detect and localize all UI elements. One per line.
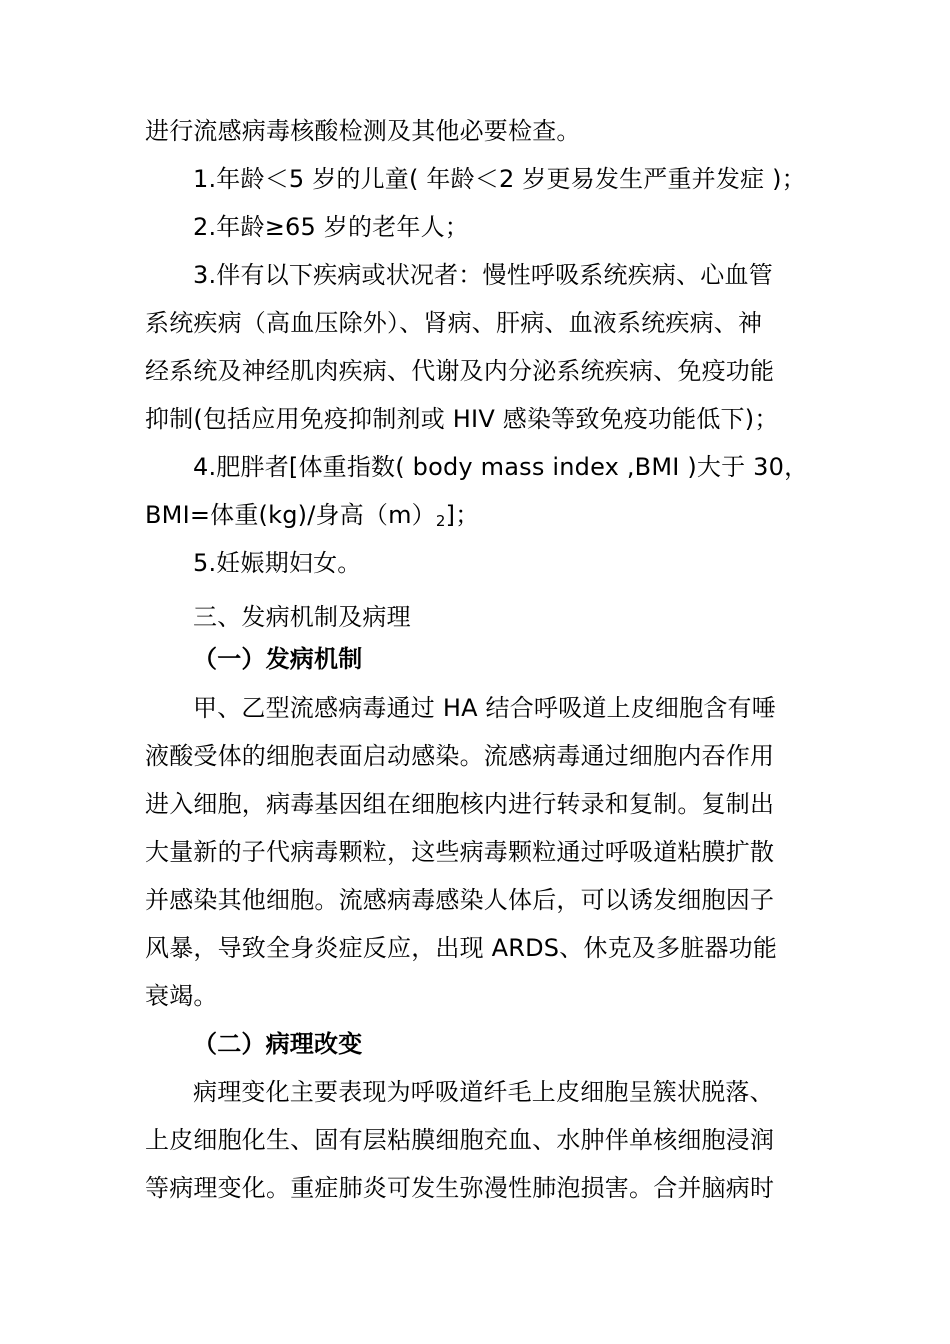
paragraph-line: 风暴，导致全身炎症反应，出现 ARDS、休克及多脏器功能 [145, 934, 778, 962]
list-item-pregnancy: 5.妊娠期妇女。 [193, 549, 362, 577]
list-item-age-under-5: 1.年龄＜5 岁的儿童( 年龄＜2 岁更易发生严重并发症 )； [193, 165, 806, 193]
bmi-formula-text: BMI=体重(kg)/身高（m） [145, 501, 436, 529]
paragraph-line: 进行流感病毒核酸检测及其他必要检查。 [145, 117, 581, 145]
paragraph-line: 甲、乙型流感病毒通过 HA 结合呼吸道上皮细胞含有唾 [193, 694, 776, 722]
bmi-formula-line [145, 495, 815, 535]
paragraph-line: 等病理变化。重症肺炎可发生弥漫性肺泡损害。合并脑病时 [145, 1174, 775, 1202]
paragraph-line: 大量新的子代病毒颗粒，这些病毒颗粒通过呼吸道粘膜扩散 [145, 838, 775, 866]
section-heading: 三、发病机制及病理 [193, 603, 411, 631]
list-item-age-over-65: 2.年龄≥65 岁的老年人； [193, 213, 469, 241]
subsection-heading-pathogenesis: （一）发病机制 [193, 645, 363, 673]
paragraph-line: 病理变化主要表现为呼吸道纤毛上皮细胞呈簇状脱落、 [193, 1078, 774, 1106]
paragraph-line: 进入细胞，病毒基因组在细胞核内进行转录和复制。复制出 [145, 790, 775, 818]
paragraph-line: 经系统及神经肌肉疾病、代谢及内分泌系统疾病、免疫功能 [145, 357, 775, 385]
paragraph-line: 液酸受体的细胞表面启动感染。流感病毒通过细胞内吞作用 [145, 742, 775, 770]
subsection-heading-pathology: （二）病理改变 [193, 1030, 363, 1058]
list-item-conditions: 3.伴有以下疾病或状况者：慢性呼吸系统疾病、心血管 [193, 261, 773, 289]
list-item-obesity: 4.肥胖者[体重指数( body mass index ,BMI )大于 30， [193, 453, 809, 481]
paragraph-line: 上皮细胞化生、固有层粘膜细胞充血、水肿伴单核细胞浸润 [145, 1126, 775, 1154]
paragraph-line: 衰竭。 [145, 982, 218, 1010]
bmi-exponent: 2 [435, 512, 446, 530]
paragraph-line: 并感染其他细胞。流感病毒感染人体后，可以诱发细胞因子 [145, 886, 775, 914]
bmi-formula-end: ]； [445, 501, 480, 529]
paragraph-line: 系统疾病（高血压除外）、肾病、肝病、血液系统疾病、神 [145, 309, 763, 337]
paragraph-line: 抑制(包括应用免疫抑制剂或 HIV 感染等致免疫功能低下)； [145, 405, 779, 433]
